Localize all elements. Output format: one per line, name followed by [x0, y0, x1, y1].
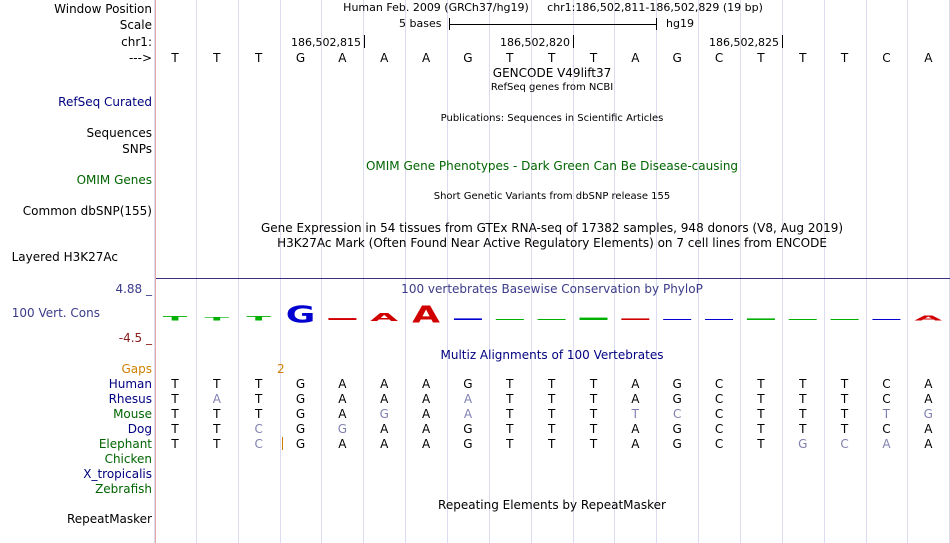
alignment-base: T: [799, 407, 807, 421]
reference-base: G: [295, 51, 306, 65]
alignment-base: C: [254, 437, 263, 451]
alignment-base: T: [547, 422, 556, 436]
logo-mark: [538, 319, 566, 320]
reference-base: T: [840, 51, 849, 65]
alignment-base: T: [171, 407, 179, 421]
alignment-base: C: [714, 422, 724, 436]
alignment-base: T: [589, 422, 598, 436]
logo-mark: [872, 319, 900, 320]
alignment-base: C: [254, 422, 263, 436]
reference-base: T: [171, 51, 179, 65]
phylop-min-label: -4.5 _: [118, 331, 152, 345]
alignment-base: T: [255, 407, 263, 421]
coord-label-1: 186,502,815: [291, 36, 361, 49]
alignment-base: G: [295, 422, 306, 436]
alignment-base: C: [882, 392, 891, 406]
alignment-base: G: [295, 377, 306, 391]
assembly-title: Human Feb. 2009 (GRCh37/hg19): [343, 1, 529, 14]
alignment-base: C: [882, 377, 891, 391]
alignment-base: G: [672, 437, 682, 451]
alignment-base: C: [714, 377, 724, 391]
omim-genes-label[interactable]: OMIM Genes: [76, 173, 152, 187]
repeatmasker-track-desc: Repeating Elements by RepeatMasker: [438, 498, 666, 512]
species-label-mouse[interactable]: Mouse: [113, 407, 152, 421]
alignment-base: T: [506, 392, 514, 406]
alignment-base: T: [547, 437, 556, 451]
alignment-base: A: [421, 422, 431, 436]
alignment-base: C: [672, 407, 682, 421]
alignment-base: T: [506, 422, 514, 436]
sequences-label[interactable]: Sequences: [86, 126, 152, 140]
alignment-base: T: [506, 437, 514, 451]
alignment-base: A: [212, 392, 221, 406]
multiz-track-desc: Multiz Alignments of 100 Vertebrates: [440, 348, 664, 362]
alignment-base: A: [882, 437, 891, 451]
alignment-base: T: [589, 407, 598, 421]
phylop-max-label: 4.88 _: [115, 282, 152, 296]
coord-label-2: 186,502,820: [500, 36, 570, 49]
alignment-base: T: [213, 407, 221, 421]
logo-mark: [454, 318, 482, 320]
alignment-base: A: [380, 437, 389, 451]
h3k27ac-track-desc: H3K27Ac Mark (Often Found Near Active Regulatory Elements) on 7 cell lines from ENCODE: [277, 236, 827, 250]
repeatmasker-label[interactable]: RepeatMasker: [66, 512, 152, 526]
window-position-label[interactable]: Window Position: [54, 2, 152, 16]
chrom-label[interactable]: chr1:: [121, 35, 152, 49]
alignment-base: T: [589, 392, 598, 406]
alignment-base: A: [924, 392, 933, 406]
species-label-rhesus[interactable]: Rhesus: [108, 392, 152, 406]
alignment-base: T: [757, 377, 765, 391]
reference-base: C: [714, 51, 724, 65]
reference-base: C: [882, 51, 891, 65]
alignment-base: A: [421, 392, 431, 406]
gaps-label[interactable]: Gaps: [121, 362, 152, 376]
alignment-base: T: [799, 377, 807, 391]
logo-mark: [831, 319, 859, 320]
alignment-base: T: [171, 392, 179, 406]
alignment-base: T: [757, 422, 765, 436]
reference-base: A: [380, 51, 389, 65]
alignment-base: G: [295, 392, 306, 406]
alignment-base: T: [213, 422, 221, 436]
logo-mark: [747, 318, 775, 320]
publications-track-desc: Publications: Sequences in Scientific Articles: [440, 113, 664, 124]
alignment-base: T: [840, 392, 849, 406]
alignment-base: T: [757, 392, 765, 406]
alignment-base: A: [924, 422, 933, 436]
gencode-track-title[interactable]: GENCODE V49lift37: [492, 66, 612, 80]
alignment-base: A: [338, 377, 347, 391]
alignment-base: A: [380, 392, 389, 406]
alignment-base: A: [631, 377, 640, 391]
reference-base: T: [213, 51, 221, 65]
refseq-curated-label[interactable]: RefSeq Curated: [58, 95, 152, 109]
reference-base: T: [255, 51, 263, 65]
alignment-base: T: [547, 377, 556, 391]
alignment-base: G: [672, 392, 682, 406]
reference-base: G: [463, 51, 473, 65]
alignment-base: A: [463, 392, 473, 406]
alignment-base: C: [714, 407, 724, 421]
logo-letter: A: [370, 311, 399, 324]
alignment-base: T: [882, 407, 891, 421]
phylop-track-desc: 100 vertebrates Basewise Conservation by PhyloP: [401, 282, 703, 296]
alignment-base: A: [421, 437, 431, 451]
vert-cons-label[interactable]: 100 Vert. Cons: [11, 306, 100, 320]
reference-base: A: [421, 51, 431, 65]
alignment-base: T: [757, 437, 765, 451]
scale-db: hg19: [666, 17, 694, 30]
alignment-base: T: [547, 407, 556, 421]
logo-letter: G: [285, 301, 316, 329]
alignment-base: T: [171, 377, 179, 391]
alignment-base: T: [589, 377, 598, 391]
alignment-base: A: [421, 377, 431, 391]
alignment-base: G: [798, 437, 808, 451]
alignment-base: G: [463, 437, 473, 451]
coord-label-3: 186,502,825: [709, 36, 779, 49]
reference-base: A: [338, 51, 347, 65]
species-label-zebrafish[interactable]: Zebrafish: [95, 482, 152, 496]
alignment-base: T: [757, 407, 765, 421]
logo-mark: [496, 319, 524, 320]
logo-mark: [789, 319, 817, 320]
alignment-base: A: [631, 392, 640, 406]
dbsnp-track-desc: Short Genetic Variants from dbSNP release 155: [433, 191, 671, 202]
alignment-base: T: [799, 422, 807, 436]
alignment-base: G: [295, 437, 306, 451]
alignment-base: T: [589, 437, 598, 451]
alignment-base: G: [295, 407, 306, 421]
alignment-base: T: [506, 377, 514, 391]
alignment-base: G: [672, 377, 682, 391]
reference-base: T: [757, 51, 765, 65]
species-label-dog[interactable]: Dog: [127, 422, 152, 436]
alignment-base: A: [421, 407, 431, 421]
alignment-base: C: [840, 437, 849, 451]
reference-base: T: [589, 51, 598, 65]
species-label-xtropicalis[interactable]: X_tropicalis: [83, 467, 152, 481]
logo-letter: A: [412, 301, 441, 329]
common-dbsnp-label[interactable]: Common dbSNP(155): [22, 204, 152, 218]
alignment-base: T: [506, 407, 514, 421]
alignment-base: G: [923, 407, 933, 421]
refseq-track-desc: RefSeq genes from NCBI: [490, 82, 614, 93]
logo-letter: T: [246, 315, 271, 323]
logo-mark: [621, 318, 649, 320]
alignment-base: T: [255, 392, 263, 406]
alignment-base: G: [463, 422, 473, 436]
logo-mark: [580, 318, 608, 320]
alignment-base: A: [924, 437, 933, 451]
species-label-chicken[interactable]: Chicken: [104, 452, 152, 466]
alignment-base: T: [631, 407, 640, 421]
gtex-track-desc: Gene Expression in 54 tissues from GTEx RNA-seq of 17382 samples, 948 donors (V8, Aug 2019): [260, 221, 844, 235]
reference-base: T: [799, 51, 807, 65]
species-label-human[interactable]: Human: [108, 377, 152, 391]
alignment-base: A: [338, 437, 347, 451]
alignment-base: A: [631, 437, 640, 451]
elephant-insertion-marker: [282, 437, 283, 450]
logo-letter: T: [204, 316, 230, 322]
alignment-base: A: [924, 377, 933, 391]
alignment-base: T: [255, 377, 263, 391]
scale-label[interactable]: Scale: [119, 18, 152, 32]
alignment-base: C: [882, 422, 891, 436]
alignment-base: T: [799, 392, 807, 406]
gap-count: 2: [277, 362, 285, 376]
reference-base: G: [672, 51, 682, 65]
reference-base: T: [506, 51, 514, 65]
alignment-base: A: [380, 422, 389, 436]
alignment-base: A: [463, 407, 473, 421]
alignment-base: A: [631, 422, 640, 436]
snps-label[interactable]: SNPs: [122, 142, 152, 156]
layered-h3k27ac-label[interactable]: Layered H3K27Ac: [11, 250, 118, 264]
alignment-base: T: [840, 407, 849, 421]
alignment-base: T: [547, 392, 556, 406]
alignment-base: G: [672, 422, 682, 436]
position-readout: chr1:186,502,811-186,502,829 (19 bp): [547, 1, 763, 14]
alignment-base: C: [714, 392, 724, 406]
alignment-base: G: [379, 407, 389, 421]
logo-letter: A: [914, 314, 943, 323]
alignment-base: T: [213, 377, 221, 391]
logo-mark: [328, 318, 356, 320]
reference-base: T: [547, 51, 556, 65]
strand-arrow-label[interactable]: --->: [128, 51, 152, 65]
alignment-base: T: [840, 422, 849, 436]
species-label-elephant[interactable]: Elephant: [98, 437, 152, 451]
alignment-base: T: [171, 437, 179, 451]
reference-base: A: [631, 51, 640, 65]
alignment-base: A: [338, 392, 347, 406]
reference-base: A: [924, 51, 933, 65]
scale-text: 5 bases: [399, 17, 442, 30]
alignment-base: T: [840, 377, 849, 391]
logo-mark: [663, 319, 691, 320]
logo-letter: T: [162, 315, 188, 323]
logo-mark: [705, 319, 733, 320]
alignment-base: C: [714, 437, 724, 451]
alignment-base: A: [338, 407, 347, 421]
omim-track-desc: OMIM Gene Phenotypes - Dark Green Can Be Disease-causing: [365, 159, 739, 173]
alignment-base: T: [171, 422, 179, 436]
alignment-base: G: [337, 422, 348, 436]
alignment-base: A: [380, 377, 389, 391]
alignment-base: G: [463, 377, 473, 391]
alignment-base: T: [213, 437, 221, 451]
